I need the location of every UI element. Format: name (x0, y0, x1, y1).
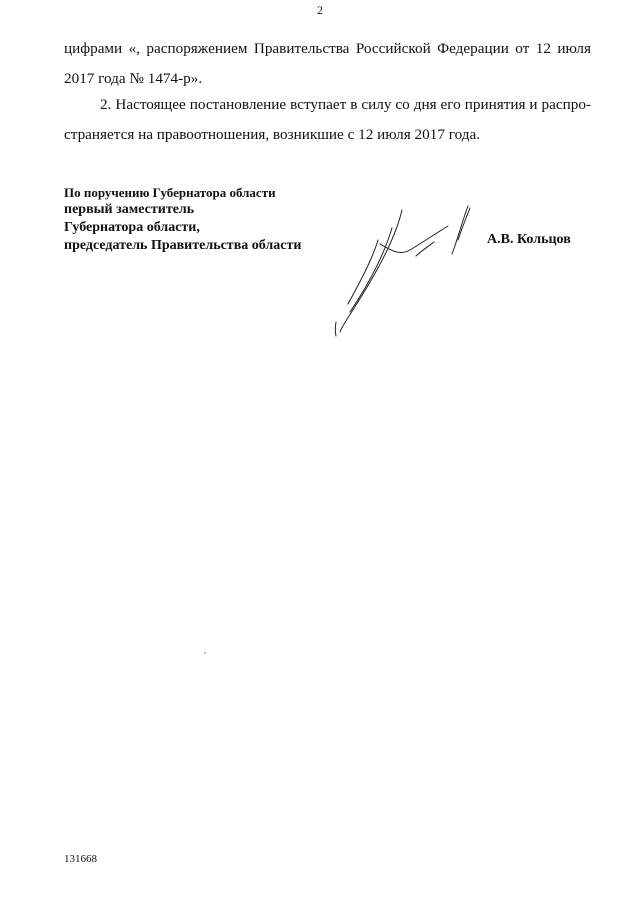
signer-position: первый заместитель (64, 202, 195, 217)
signer-position: Губернатора области, (64, 220, 200, 235)
paragraph-line: 2. Настоящее постановление вступает в силу со дня его принятия и распро- (100, 96, 591, 113)
handwritten-signature (320, 200, 490, 340)
signatory-name: А.В. Кольцов (487, 232, 571, 247)
paragraph-line: 2017 года № 1474-р». (64, 70, 203, 87)
page-number: 2 (317, 3, 323, 17)
signer-position: председатель Правительства области (64, 238, 302, 253)
document-code: 131668 (64, 853, 97, 865)
paragraph-line: цифрами «, распоряжением Правительства Российской Федерации от 12 июля (64, 40, 591, 57)
paragraph-item-2 (64, 90, 591, 150)
signer-authority: По поручению Губернатора области (64, 185, 276, 200)
scan-speck (204, 652, 206, 654)
paragraph-line: страняется на правоотношения, возникшие с 12 июля 2017 года. (64, 126, 480, 143)
signer-block (64, 184, 301, 255)
paragraph-continuation (64, 34, 591, 94)
